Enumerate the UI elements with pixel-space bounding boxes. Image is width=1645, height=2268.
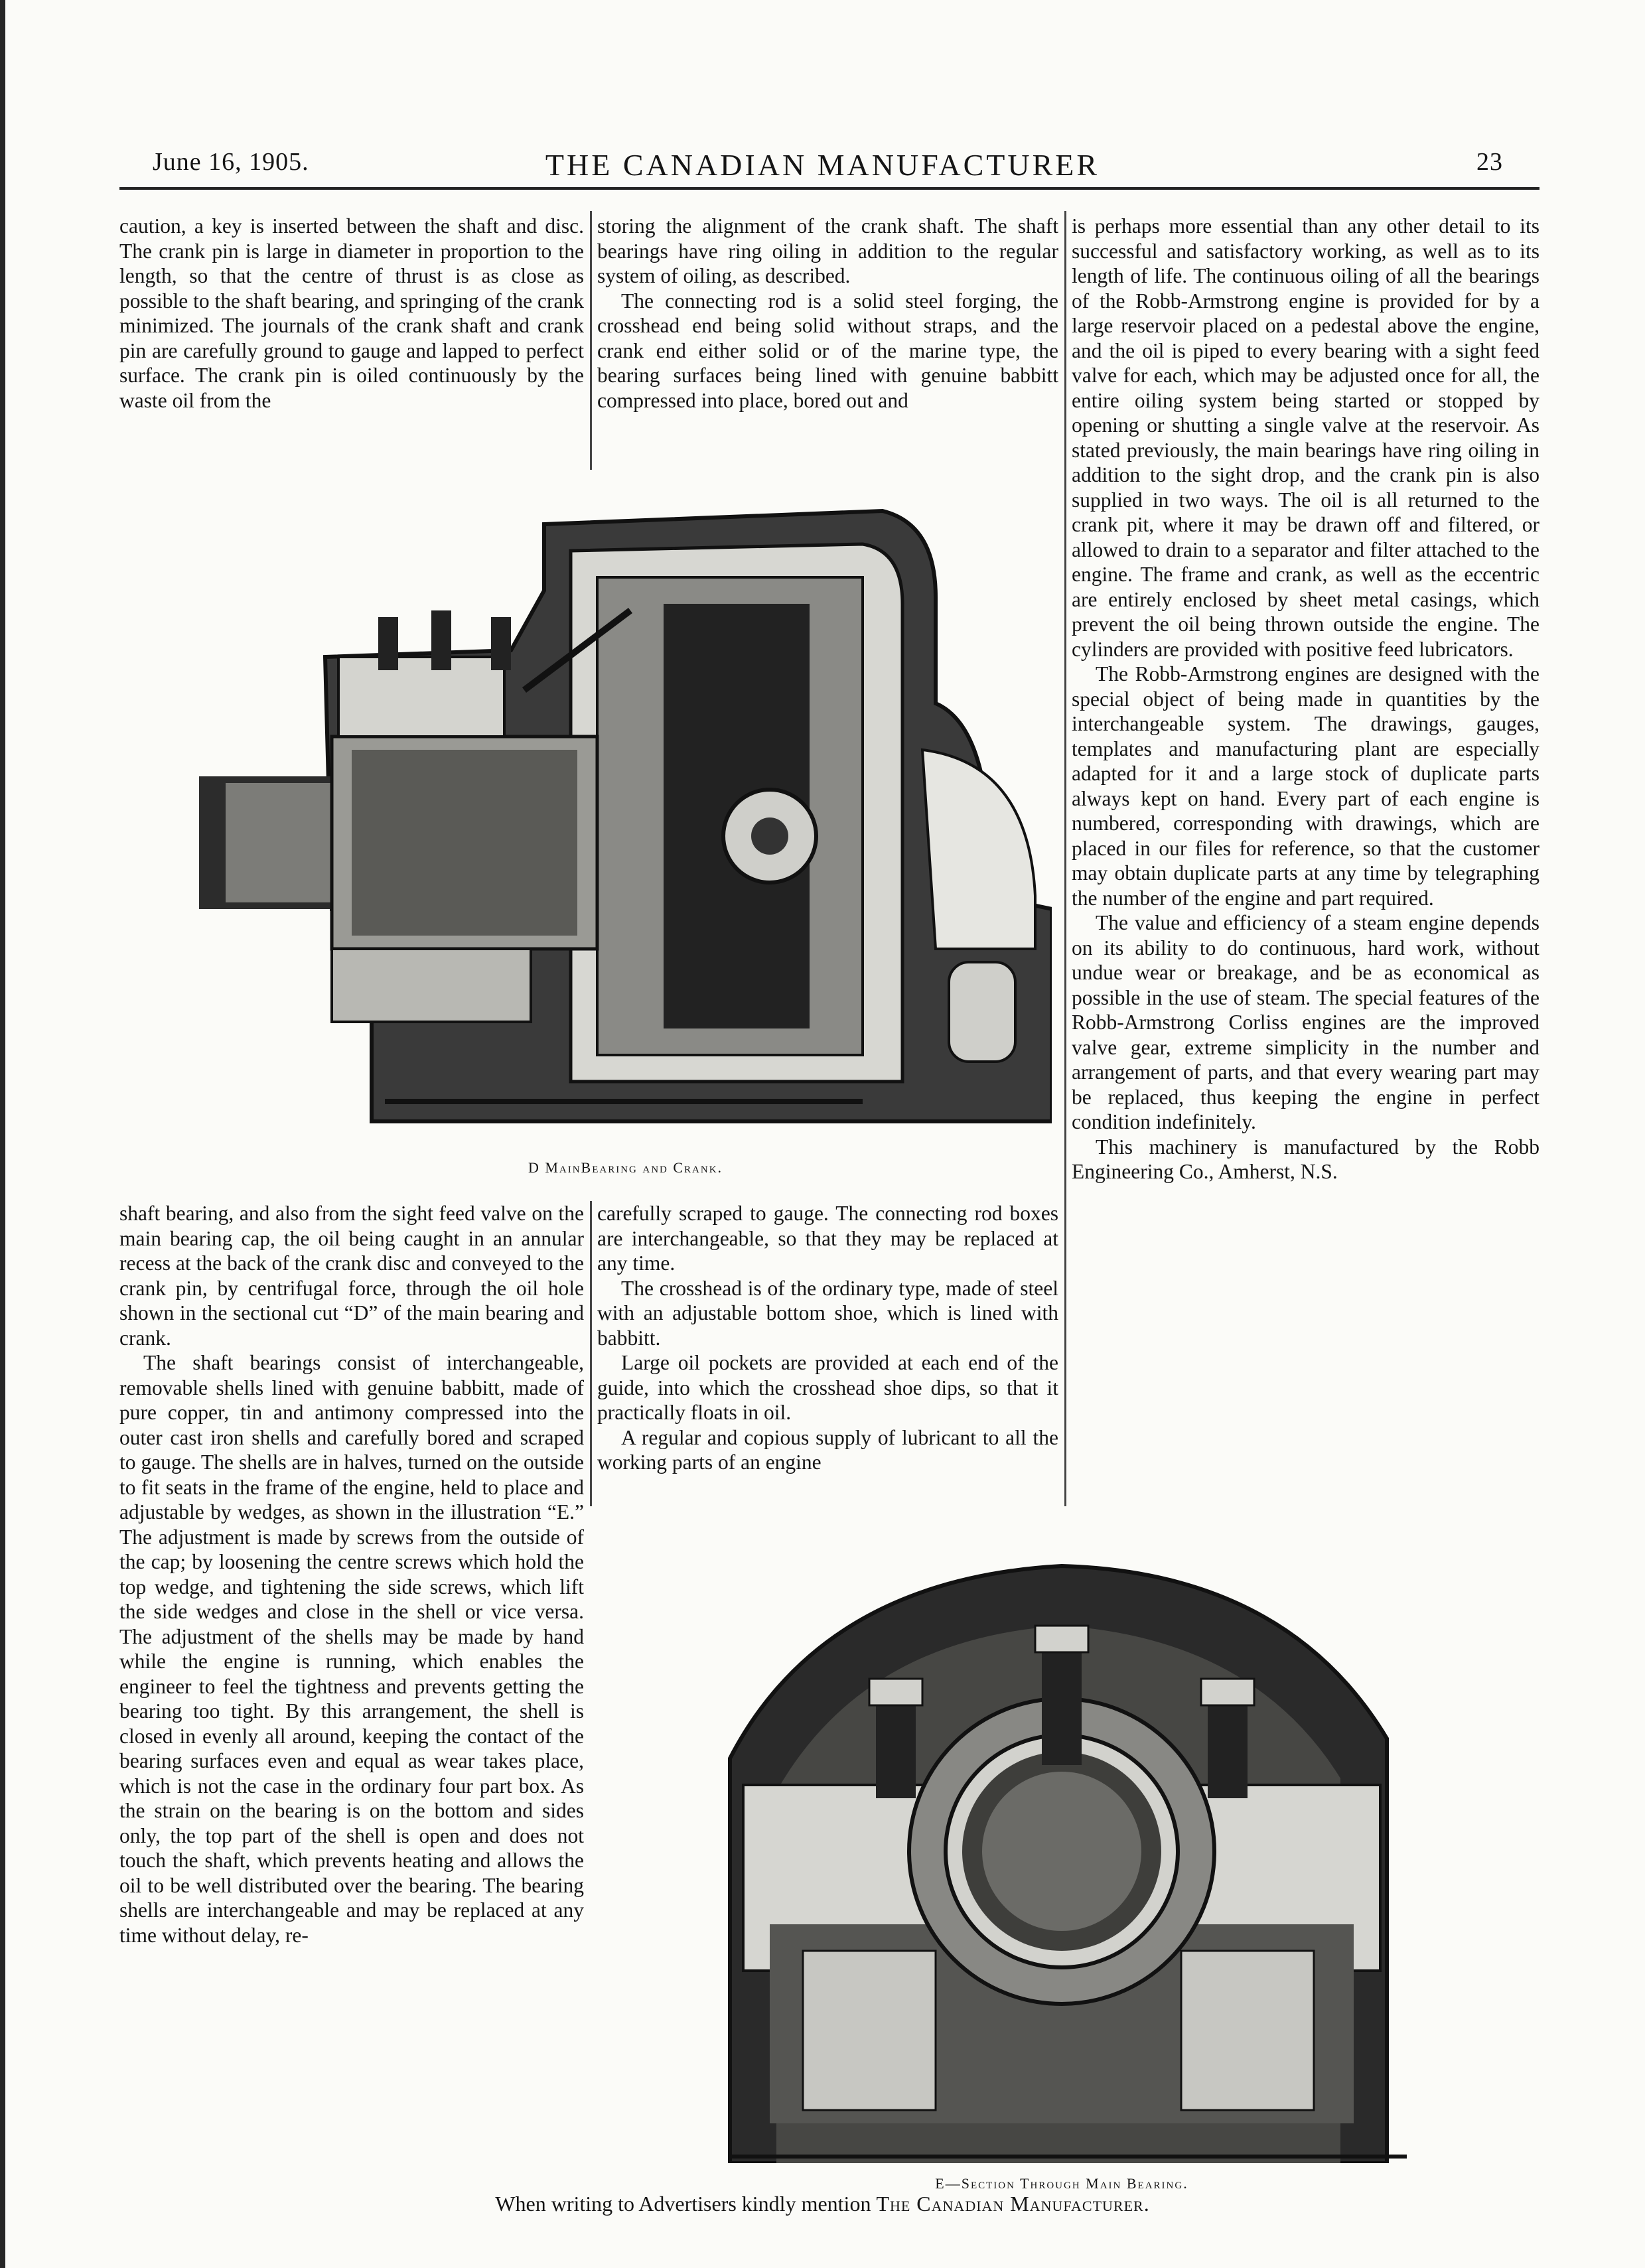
footer-journal-name: The Canadian Manufacturer. (876, 2192, 1150, 2216)
column-2-top (597, 214, 1058, 413)
paragraph: The connecting rod is a solid steel forging, the crosshead end being solid without straps, and the crank end either solid or of the marine type, the bearing surfaces being lined with genuine babbitt compressed into place, bored out and (597, 289, 1058, 412)
paragraph: shaft bearing, and also from the sight feed valve on the main bearing cap, the oil being caught in an annular recess at the back of the crank disc and conveyed to the crank pin, by centrifugal force, through the oil hole shown in the sectional cut “D” of the main bearing and crank. (119, 1202, 584, 1350)
column-2-bottom (597, 1201, 1058, 1475)
figure-d-caption: D MainBearing and Crank. (528, 1159, 723, 1176)
paragraph: The value and efficiency of a steam engine depends on its ability to do continuous, hard work, without undue wear or breakage, and be as economical as possible in the use of steam. The special features of the Robb-Armstrong Corliss engines are the improved valve gear, extreme simplicity in the number and arrangement of parts, and that every wearing part may be replaced, thus keeping the engine in perfect condition indefinitely. (1072, 911, 1539, 1133)
page-number: 23 (1476, 148, 1503, 176)
paragraph: The shaft bearings consist of interchangeable, removable shells lined with genuine babbitt, made of pure copper, tin and antimony compressed into the outer cast iron shells and carefully bored and scraped to gauge. The shells are in halves, turned on the outside to fit seats in the frame of the engine, held to place and adjustable by wedges, as shown in the illustration “E.” The adjustment is made by screws from the outside of the cap; by loosening the centre screws which hold the top wedge, and tightening the side screws, which lift the side wedges and close in the shell or vice versa. The adjustment of the shells may be made by hand while the engine is running, which enables the engineer to feel the tightness and prevents getting the bearing too tight. By this arrangement, the shell is closed in evenly all around, keeping the contact of the bearing surfaces even and equal as wear takes place, which is not the case in the ordinary four part box. As the strain on the bearing is on the bottom and sides only, the top part of the shell is open and does not touch the shaft, which prevents heating and allows the oil to be well distributed over the bearing. The bearing shells are interchangeable and may be replaced at any time without delay, re- (119, 1351, 584, 1947)
footer-text: When writing to Advertisers kindly mention (495, 2192, 871, 2216)
header-date: June 16, 1905. (153, 148, 309, 176)
paragraph: is perhaps more essential than any other detail to its successful and satisfactory working, as well as to its length of life. The continuous oiling of all the bearings of the Robb-Armstrong engine is provided for by a large reservoir placed on a pedestal above the engine, and the oil is piped to every bearing with a sight feed valve for each, which may be adjusted once for all, the entire oiling system being started or stopped by opening or shutting a single valve at the reservoir. As stated previously, the main bearings have ring oiling in addition to the sight drop, and the crank pin is also supplied in two ways. The oil is all returned to the crank pit, where it may be drawn off and filtered, or allowed to drain to a separator and filter attached to the engine. The frame and crank, as well as the eccentric are entirely enclosed by sheet metal casings, which prevent the oil being thrown outside the engine. The cylinders are provided with positive feed lubricators. (1072, 214, 1539, 661)
column-1-bottom (119, 1201, 584, 1948)
paragraph: A regular and copious supply of lubricant to all the working parts of an engine (597, 1425, 1058, 1474)
paragraph: storing the alignment of the crank shaft. The shaft bearings have ring oiling in addition to the regular system of oiling, as described. (597, 214, 1058, 287)
column-3 (1072, 214, 1539, 1184)
figure-d-main-bearing-and-crank (199, 484, 1052, 1148)
column-divider (1064, 211, 1066, 1506)
paragraph: This machinery is manufactured by the Robb Engineering Co., Amherst, N.S. (1072, 1135, 1539, 1183)
header-title: THE CANADIAN MANUFACTURER (545, 148, 1100, 182)
paragraph: The Robb-Armstrong engines are designed with the special object of being made in quantities by the interchangeable system. The drawings, gauges, templates and manufacturing plant are especially adapted for it and a large stock of duplicate parts always kept on hand. Every part of each engine is numbered, corresponding with drawings, which are placed in our files for reference, so that the customer may obtain duplicate parts at any time by telegraphing the number of the engine and part required. (1072, 662, 1539, 910)
scan-left-edge (0, 0, 5, 2268)
figure-e-section-through-main-bearing (717, 1539, 1407, 2163)
column-divider (590, 1201, 592, 1506)
paragraph: The crosshead is of the ordinary type, made of steel with an adjustable bottom shoe, which is lined with babbitt. (597, 1276, 1058, 1350)
footer (0, 2192, 1645, 2216)
paragraph: carefully scraped to gauge. The connecting rod boxes are interchangeable, so that they may be replaced at any time. (597, 1202, 1058, 1275)
figure-e-caption: E—Section Through Main Bearing. (935, 2175, 1188, 2192)
header-rule (119, 187, 1539, 190)
paragraph: Large oil pockets are provided at each end of the guide, into which the crosshead shoe dips, so that it practically floats in oil. (597, 1351, 1058, 1424)
column-divider (590, 211, 592, 470)
paragraph: caution, a key is inserted between the shaft and disc. The crank pin is large in diameter in proportion to the length, so that the centre of thrust is as close as possible to the shaft bearing, and springing of the crank minimized. The journals of the crank shaft and crank pin are carefully ground to gauge and lapped to perfect surface. The crank pin is oiled continuously by the waste oil from the (119, 214, 584, 412)
column-1-top (119, 214, 584, 413)
